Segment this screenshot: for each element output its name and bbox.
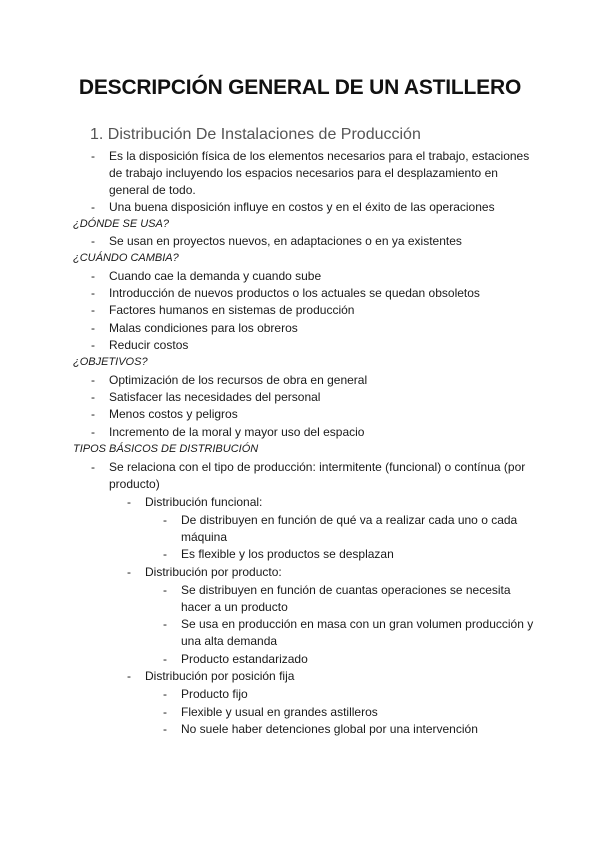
subheading-tipos: TIPOS BÁSICOS DE DISTRIBUCIÓN [73,443,259,455]
nested-item-line: Se distribuyen en función de cuantas operaciones se necesita [181,583,511,597]
section-heading: 1. Distribución De Instalaciones de Producción [90,126,421,143]
list-item: Introducción de nuevos productos o los actuales se quedan obsoletos [109,286,480,300]
bullet-dash: - [91,338,95,352]
nested-item-line: No suele haber detenciones global por una intervención [181,722,478,736]
bullet-dash: - [91,321,95,335]
bullet-dash: - [163,513,167,527]
bullet-dash: - [91,303,95,317]
document-title: DESCRIPCIÓN GENERAL DE UN ASTILLERO [78,76,522,99]
bullet-dash: - [91,460,95,474]
nested-item-line: Se usa en producción en masa con un gran volumen producción y [181,617,534,631]
bullet-dash: - [127,669,131,683]
nested-item-line: Producto estandarizado [181,652,308,666]
nested-item-line: Flexible y usual en grandes astilleros [181,705,378,719]
subheading-objetivos: ¿OBJETIVOS? [73,356,148,368]
list-item: Malas condiciones para los obreros [109,321,298,335]
bullet-dash: - [91,149,95,163]
list-item-line: Es la disposición física de los elementos necesarios para el trabajo, estaciones [109,149,530,163]
bullet-dash: - [163,687,167,701]
bullet-dash: - [163,547,167,561]
list-item-line: producto) [109,477,160,491]
nested-label-funcional: Distribución funcional: [145,495,263,509]
list-item-line: Se relaciona con el tipo de producción: intermitente (funcional) o contínua (por [109,460,526,474]
bullet-dash: - [163,617,167,631]
nested-label-producto: Distribución por producto: [145,565,282,579]
bullet-dash: - [91,373,95,387]
list-item: Factores humanos en sistemas de producción [109,303,355,317]
nested-item-line: Producto fijo [181,687,248,701]
nested-item-line: De distribuyen en función de qué va a realizar cada uno o cada [181,513,518,527]
nested-item-line: Es flexible y los productos se desplazan [181,547,394,561]
list-item: Se usan en proyectos nuevos, en adaptaciones o en ya existentes [109,234,462,248]
list-item: Reducir costos [109,338,189,352]
list-item-line: general de todo. [109,183,196,197]
bullet-dash: - [163,705,167,719]
bullet-dash: - [163,722,167,736]
list-item: Satisfacer las necesidades del personal [109,390,321,404]
nested-label-posicion: Distribución por posición fija [145,669,295,683]
list-item: Cuando cae la demanda y cuando sube [109,269,322,283]
list-item-line: de trabajo incluyendo los espacios necesarios para el desplazamiento en [109,166,498,180]
bullet-dash: - [91,390,95,404]
bullet-dash: - [163,583,167,597]
list-item: Menos costos y peligros [109,407,238,421]
subheading-donde: ¿DÓNDE SE USA? [73,218,169,230]
nested-item-line: una alta demanda [181,634,278,648]
list-item-line: Una buena disposición influye en costos y en el éxito de las operaciones [109,200,495,214]
bullet-dash: - [91,234,95,248]
bullet-dash: - [91,407,95,421]
list-item: Incremento de la moral y mayor uso del espacio [109,425,365,439]
nested-item-line: máquina [181,530,228,544]
list-item: Optimización de los recursos de obra en general [109,373,368,387]
bullet-dash: - [127,565,131,579]
bullet-dash: - [91,286,95,300]
bullet-dash: - [91,200,95,214]
bullet-dash: - [91,269,95,283]
subheading-cuando: ¿CUÁNDO CAMBIA? [73,252,179,264]
bullet-dash: - [163,652,167,666]
nested-item-line: hacer a un producto [181,600,288,614]
bullet-dash: - [91,425,95,439]
bullet-dash: - [127,495,131,509]
